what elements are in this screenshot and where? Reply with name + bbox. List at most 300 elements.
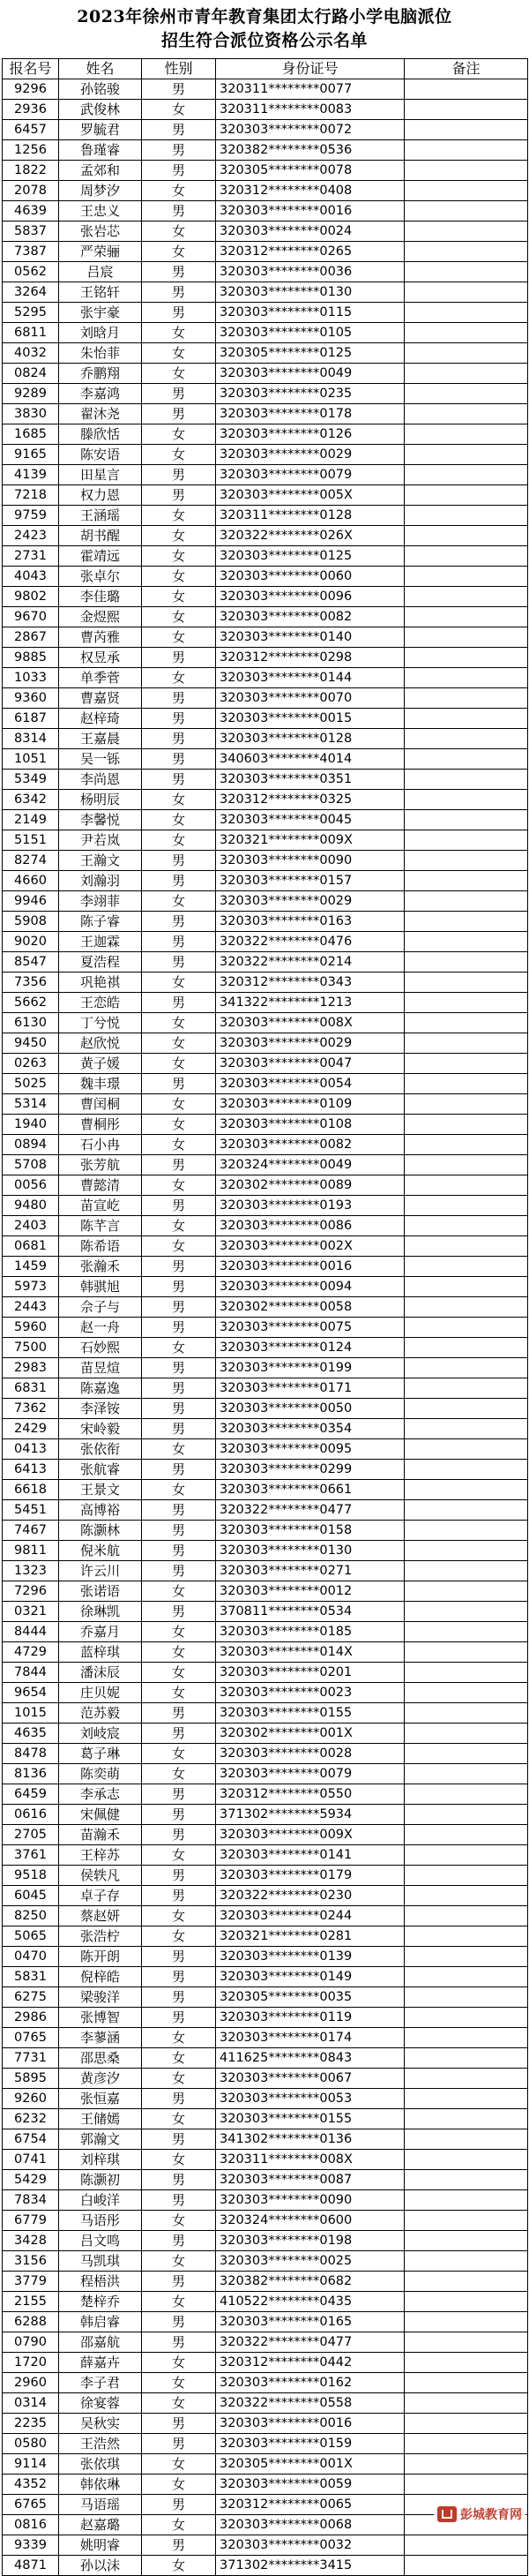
- cell-remarks: [405, 1033, 528, 1054]
- cell-reg-no: 4635: [3, 1724, 59, 1744]
- cell-gender: 男: [142, 1602, 216, 1622]
- cell-name: 张宇豪: [59, 303, 142, 323]
- cell-name: 黄子媛: [59, 1054, 142, 1074]
- cell-gender: 男: [142, 2008, 216, 2028]
- cell-name: 卓子存: [59, 1886, 142, 1906]
- cell-name: 滕欣恬: [59, 424, 142, 445]
- cell-id-number: 320303********0141: [216, 1845, 405, 1866]
- cell-remarks: [405, 1074, 528, 1094]
- cell-id-number: 320303********0124: [216, 1338, 405, 1358]
- cell-id-number: 320303********0144: [216, 668, 405, 688]
- table-row: [3, 668, 528, 688]
- cell-remarks: [405, 587, 528, 607]
- cell-gender: 男: [142, 2414, 216, 2434]
- cell-remarks: [405, 1521, 528, 1541]
- cell-gender: 男: [142, 2231, 216, 2251]
- cell-gender: 男: [142, 1378, 216, 1399]
- cell-id-number: 320303********0179: [216, 1866, 405, 1886]
- cell-remarks: [405, 1236, 528, 1257]
- cell-name: 蓝梓琪: [59, 1642, 142, 1663]
- cell-gender: 男: [142, 1257, 216, 1277]
- cell-reg-no: 5895: [3, 2069, 59, 2089]
- cell-reg-no: 7387: [3, 242, 59, 262]
- table-row: [3, 1744, 528, 1764]
- table-row: [3, 1724, 528, 1744]
- cell-gender: 男: [142, 2312, 216, 2332]
- cell-remarks: [405, 1947, 528, 1967]
- cell-remarks: [405, 1825, 528, 1845]
- cell-reg-no: 9450: [3, 1033, 59, 1054]
- cell-gender: 女: [142, 1094, 216, 1115]
- cell-gender: 女: [142, 1581, 216, 1602]
- cell-gender: 男: [142, 1947, 216, 1967]
- cell-reg-no: 5429: [3, 2170, 59, 2190]
- table-row: [3, 1825, 528, 1845]
- cell-remarks: [405, 1724, 528, 1744]
- cell-reg-no: 9296: [3, 79, 59, 100]
- cell-name: 曹闰桐: [59, 1094, 142, 1115]
- cell-remarks: [405, 2008, 528, 2028]
- table-row: [3, 1886, 528, 1906]
- cell-reg-no: 5973: [3, 1277, 59, 1297]
- column-header-reg-no: 报名号: [3, 59, 59, 79]
- table-row: [3, 2454, 528, 2475]
- cell-gender: 男: [142, 1277, 216, 1297]
- cell-name: 张瀚禾: [59, 1257, 142, 1277]
- cell-remarks: [405, 2190, 528, 2211]
- cell-id-number: 320303********0108: [216, 1115, 405, 1135]
- cell-id-number: 371302********3415: [216, 2556, 405, 2576]
- table-row: [3, 2434, 528, 2454]
- cell-reg-no: 9339: [3, 2535, 59, 2556]
- cell-id-number: 320303********0155: [216, 1703, 405, 1724]
- cell-remarks: [405, 607, 528, 627]
- table-row: [3, 2393, 528, 2414]
- table-row: [3, 2414, 528, 2434]
- cell-gender: 男: [142, 932, 216, 952]
- cell-name: 姚明睿: [59, 2535, 142, 2556]
- cell-id-number: 320303********0158: [216, 1521, 405, 1541]
- cell-gender: 女: [142, 1845, 216, 1866]
- cell-remarks: [405, 1784, 528, 1805]
- cell-name: 邵嘉航: [59, 2332, 142, 2353]
- cell-name: 曹芮雅: [59, 627, 142, 648]
- watermark-text: 彭城教育网: [460, 2508, 522, 2522]
- cell-reg-no: 2936: [3, 100, 59, 120]
- table-row: [3, 1541, 528, 1561]
- table-row: [3, 1845, 528, 1866]
- cell-name: 李子君: [59, 2373, 142, 2393]
- table-row: [3, 445, 528, 465]
- cell-remarks: [405, 343, 528, 364]
- table-row: [3, 1866, 528, 1886]
- cell-reg-no: 4871: [3, 2556, 59, 2576]
- table-row: [3, 140, 528, 161]
- cell-remarks: [405, 2048, 528, 2069]
- cell-id-number: 320311********0128: [216, 506, 405, 526]
- cell-id-number: 320312********0408: [216, 181, 405, 201]
- table-row: [3, 952, 528, 973]
- cell-reg-no: 0765: [3, 2028, 59, 2048]
- cell-name: 马语彤: [59, 2211, 142, 2231]
- cell-gender: 女: [142, 1439, 216, 1460]
- watermark: [434, 2504, 525, 2525]
- cell-gender: 女: [142, 323, 216, 343]
- cell-id-number: 320303********0087: [216, 2170, 405, 2190]
- cell-remarks: [405, 1480, 528, 1500]
- cell-name: 王迦霖: [59, 932, 142, 952]
- cell-gender: 女: [142, 830, 216, 851]
- cell-reg-no: 2443: [3, 1297, 59, 1318]
- cell-name: 罗毓君: [59, 120, 142, 140]
- cell-name: 张诺语: [59, 1581, 142, 1602]
- cell-id-number: 320322********0230: [216, 1886, 405, 1906]
- cell-name: 郭瀚文: [59, 2129, 142, 2150]
- cell-gender: 女: [142, 567, 216, 587]
- cell-reg-no: 7844: [3, 1663, 59, 1683]
- table-row: [3, 1784, 528, 1805]
- cell-gender: 男: [142, 282, 216, 303]
- cell-name: 乔鹏翔: [59, 364, 142, 384]
- cell-remarks: [405, 2353, 528, 2373]
- cell-name: 倪梓皓: [59, 1967, 142, 1987]
- cell-reg-no: 7500: [3, 1338, 59, 1358]
- cell-name: 权昱承: [59, 648, 142, 668]
- cell-remarks: [405, 2211, 528, 2231]
- cell-id-number: 320312********0265: [216, 242, 405, 262]
- cell-reg-no: 5708: [3, 1155, 59, 1175]
- cell-gender: 女: [142, 181, 216, 201]
- cell-id-number: 320303********0024: [216, 222, 405, 242]
- cell-gender: 男: [142, 2129, 216, 2150]
- cell-id-number: 320303********0045: [216, 810, 405, 830]
- cell-id-number: 320303********0095: [216, 1439, 405, 1460]
- cell-name: 张依衔: [59, 1439, 142, 1460]
- cell-gender: 女: [142, 526, 216, 546]
- cell-name: 佘子与: [59, 1297, 142, 1318]
- cell-id-number: 320303********0079: [216, 465, 405, 485]
- cell-id-number: 320303********0016: [216, 201, 405, 222]
- cell-reg-no: 4352: [3, 2475, 59, 2495]
- cell-reg-no: 0816: [3, 2515, 59, 2535]
- cell-gender: 男: [142, 2272, 216, 2292]
- cell-remarks: [405, 1155, 528, 1175]
- cell-name: 王瀚文: [59, 851, 142, 871]
- cell-id-number: 320312********0343: [216, 973, 405, 993]
- cell-gender: 男: [142, 1805, 216, 1825]
- cell-remarks: [405, 404, 528, 424]
- table-row: [3, 770, 528, 790]
- table-row: [3, 1480, 528, 1500]
- cell-name: 李蓼涵: [59, 2028, 142, 2048]
- table-row: [3, 1967, 528, 1987]
- cell-reg-no: 2429: [3, 1419, 59, 1439]
- cell-remarks: [405, 1500, 528, 1521]
- cell-remarks: [405, 1886, 528, 1906]
- table-row: [3, 2129, 528, 2150]
- cell-reg-no: 2867: [3, 627, 59, 648]
- table-row: [3, 1906, 528, 1926]
- cell-id-number: 341302********0136: [216, 2129, 405, 2150]
- cell-reg-no: 5831: [3, 1967, 59, 1987]
- table-row: [3, 1439, 528, 1460]
- cell-remarks: [405, 2150, 528, 2170]
- cell-id-number: 320303********0140: [216, 627, 405, 648]
- cell-remarks: [405, 465, 528, 485]
- table-row: [3, 891, 528, 912]
- cell-gender: 女: [142, 2048, 216, 2069]
- table-row: [3, 729, 528, 749]
- cell-remarks: [405, 668, 528, 688]
- table-row: [3, 1175, 528, 1196]
- cell-gender: 男: [142, 79, 216, 100]
- cell-reg-no: 5065: [3, 1926, 59, 1947]
- cell-remarks: [405, 932, 528, 952]
- cell-reg-no: 6130: [3, 1013, 59, 1033]
- table-row: [3, 607, 528, 627]
- cell-name: 韩依琳: [59, 2475, 142, 2495]
- table-row: [3, 343, 528, 364]
- cell-gender: 男: [142, 1399, 216, 1419]
- table-row: [3, 2556, 528, 2576]
- cell-gender: 男: [142, 1318, 216, 1338]
- table-row: [3, 1663, 528, 1683]
- cell-gender: 女: [142, 2475, 216, 2495]
- cell-name: 陈嘉逸: [59, 1378, 142, 1399]
- cell-remarks: [405, 2393, 528, 2414]
- cell-remarks: [405, 323, 528, 343]
- cell-id-number: 320303********0130: [216, 1541, 405, 1561]
- cell-gender: 女: [142, 1663, 216, 1683]
- table-row: [3, 1338, 528, 1358]
- cell-gender: 男: [142, 1825, 216, 1845]
- cell-id-number: 320303********0090: [216, 851, 405, 871]
- cell-id-number: 320303********0025: [216, 2251, 405, 2272]
- cell-name: 尹若岚: [59, 830, 142, 851]
- cell-id-number: 320303********0094: [216, 1277, 405, 1297]
- cell-reg-no: 5837: [3, 222, 59, 242]
- table-row: [3, 1419, 528, 1439]
- cell-remarks: [405, 2251, 528, 2272]
- cell-reg-no: 3779: [3, 2272, 59, 2292]
- cell-id-number: 320382********0536: [216, 140, 405, 161]
- cell-name: 王浩然: [59, 2434, 142, 2454]
- cell-reg-no: 3761: [3, 1845, 59, 1866]
- cell-name: 白峻洋: [59, 2190, 142, 2211]
- cell-remarks: [405, 871, 528, 891]
- table-row: [3, 1460, 528, 1480]
- cell-gender: 女: [142, 2211, 216, 2231]
- cell-id-number: 320303********0244: [216, 1906, 405, 1926]
- cell-remarks: [405, 1987, 528, 2008]
- cell-reg-no: 0741: [3, 2150, 59, 2170]
- cell-gender: 男: [142, 2170, 216, 2190]
- cell-id-number: 320303********005X: [216, 485, 405, 506]
- cell-id-number: 320303********0096: [216, 587, 405, 607]
- cell-reg-no: 5314: [3, 1094, 59, 1115]
- cell-reg-no: 9518: [3, 1866, 59, 1886]
- cell-remarks: [405, 1622, 528, 1642]
- table-row: [3, 749, 528, 770]
- table-row: [3, 830, 528, 851]
- cell-name: 王嘉晨: [59, 729, 142, 749]
- cell-gender: 女: [142, 627, 216, 648]
- cell-name: 王涵瑶: [59, 506, 142, 526]
- cell-gender: 男: [142, 749, 216, 770]
- table-row: [3, 1926, 528, 1947]
- cell-gender: 男: [142, 303, 216, 323]
- cell-name: 梁骏洋: [59, 1987, 142, 2008]
- cell-remarks: [405, 1602, 528, 1622]
- cell-gender: 男: [142, 648, 216, 668]
- table-row: [3, 2089, 528, 2109]
- title-line-2: 招生符合派位资格公示名单: [160, 31, 368, 50]
- cell-id-number: 371302********5934: [216, 1805, 405, 1825]
- cell-id-number: 320322********0558: [216, 2393, 405, 2414]
- cell-id-number: 320303********0199: [216, 1358, 405, 1378]
- cell-reg-no: 5295: [3, 303, 59, 323]
- cell-remarks: [405, 2454, 528, 2475]
- cell-name: 张卓尔: [59, 567, 142, 587]
- cell-id-number: 320303********0049: [216, 364, 405, 384]
- cell-remarks: [405, 1257, 528, 1277]
- table-row: [3, 1399, 528, 1419]
- cell-reg-no: 6342: [3, 790, 59, 810]
- cell-name: 翟沐尧: [59, 404, 142, 424]
- cell-reg-no: 0562: [3, 262, 59, 282]
- cell-id-number: 320303********0185: [216, 1622, 405, 1642]
- cell-reg-no: 0580: [3, 2434, 59, 2454]
- cell-name: 权力恩: [59, 485, 142, 506]
- cell-name: 巩艳祺: [59, 973, 142, 993]
- cell-reg-no: 6288: [3, 2312, 59, 2332]
- table-row: [3, 973, 528, 993]
- cell-name: 田星言: [59, 465, 142, 485]
- cell-id-number: 320303********0053: [216, 2089, 405, 2109]
- table-row: [3, 465, 528, 485]
- cell-id-number: 320303********014X: [216, 1642, 405, 1663]
- cell-id-number: 320303********0159: [216, 2434, 405, 2454]
- cell-reg-no: 2235: [3, 2414, 59, 2434]
- cell-id-number: 320324********0600: [216, 2211, 405, 2231]
- cell-name: 夏浩程: [59, 952, 142, 973]
- cell-id-number: 320312********0550: [216, 1784, 405, 1805]
- table-row: [3, 2109, 528, 2129]
- cell-reg-no: 3156: [3, 2251, 59, 2272]
- cell-reg-no: 0056: [3, 1175, 59, 1196]
- table-row: [3, 2028, 528, 2048]
- cell-name: 赵一舟: [59, 1318, 142, 1338]
- cell-gender: 男: [142, 1561, 216, 1581]
- cell-remarks: [405, 973, 528, 993]
- cell-name: 单季菅: [59, 668, 142, 688]
- cell-name: 刘晗月: [59, 323, 142, 343]
- cell-remarks: [405, 1338, 528, 1358]
- cell-reg-no: 2731: [3, 546, 59, 567]
- table-row: [3, 242, 528, 262]
- cell-remarks: [405, 1094, 528, 1115]
- cell-remarks: [405, 688, 528, 709]
- cell-remarks: [405, 2535, 528, 2556]
- table-row: [3, 1622, 528, 1642]
- cell-reg-no: 9885: [3, 648, 59, 668]
- cell-id-number: 320303********0016: [216, 2414, 405, 2434]
- cell-reg-no: 9480: [3, 1196, 59, 1216]
- cell-reg-no: 6459: [3, 1784, 59, 1805]
- cell-id-number: 320303********0070: [216, 688, 405, 709]
- table-row: [3, 120, 528, 140]
- cell-id-number: 320303********0157: [216, 871, 405, 891]
- cell-reg-no: 2960: [3, 2373, 59, 2393]
- cell-reg-no: 8478: [3, 1744, 59, 1764]
- cell-gender: 男: [142, 1460, 216, 1480]
- cell-remarks: [405, 1805, 528, 1825]
- cell-name: 严荣骊: [59, 242, 142, 262]
- table-row: [3, 1521, 528, 1541]
- table-row: [3, 2211, 528, 2231]
- cell-reg-no: 9654: [3, 1683, 59, 1703]
- cell-gender: 女: [142, 1906, 216, 1926]
- cell-id-number: 411625********0843: [216, 2048, 405, 2069]
- cell-name: 徐宴蓉: [59, 2393, 142, 2414]
- cell-id-number: 320303********0047: [216, 1054, 405, 1074]
- cell-gender: 男: [142, 1724, 216, 1744]
- cell-reg-no: 2403: [3, 1216, 59, 1236]
- cell-remarks: [405, 851, 528, 871]
- cell-reg-no: 2149: [3, 810, 59, 830]
- cell-reg-no: 3264: [3, 282, 59, 303]
- cell-id-number: 320321********009X: [216, 830, 405, 851]
- cell-reg-no: 2986: [3, 2008, 59, 2028]
- cell-id-number: 320303********0054: [216, 1074, 405, 1094]
- cell-reg-no: 5151: [3, 830, 59, 851]
- cell-name: 魏丰璟: [59, 1074, 142, 1094]
- cell-remarks: [405, 242, 528, 262]
- cell-id-number: 320303********0086: [216, 1216, 405, 1236]
- cell-name: 王储嫣: [59, 2109, 142, 2129]
- cell-id-number: 320303********0105: [216, 323, 405, 343]
- table-row: [3, 627, 528, 648]
- cell-reg-no: 1033: [3, 668, 59, 688]
- cell-id-number: 320303********0178: [216, 404, 405, 424]
- cell-gender: 男: [142, 384, 216, 404]
- cell-id-number: 320311********0077: [216, 79, 405, 100]
- table-row: [3, 2535, 528, 2556]
- cell-name: 宋岭毅: [59, 1419, 142, 1439]
- table-row: [3, 2251, 528, 2272]
- cell-gender: 女: [142, 424, 216, 445]
- cell-id-number: 320303********0050: [216, 1399, 405, 1419]
- cell-reg-no: 1822: [3, 161, 59, 181]
- cell-name: 吕宸: [59, 262, 142, 282]
- cell-gender: 男: [142, 1987, 216, 2008]
- cell-id-number: 320303********0090: [216, 2190, 405, 2211]
- cell-name: 陈开朗: [59, 1947, 142, 1967]
- cell-gender: 女: [142, 546, 216, 567]
- cell-name: 侯轶凡: [59, 1866, 142, 1886]
- cell-reg-no: 9946: [3, 891, 59, 912]
- cell-remarks: [405, 1216, 528, 1236]
- table-row: [3, 546, 528, 567]
- cell-id-number: 320322********026X: [216, 526, 405, 546]
- table-row: [3, 871, 528, 891]
- table-row: [3, 222, 528, 242]
- cell-reg-no: 2983: [3, 1358, 59, 1378]
- cell-gender: 女: [142, 2454, 216, 2475]
- cell-reg-no: 9670: [3, 607, 59, 627]
- cell-gender: 男: [142, 2190, 216, 2211]
- cell-name: 张岩芯: [59, 222, 142, 242]
